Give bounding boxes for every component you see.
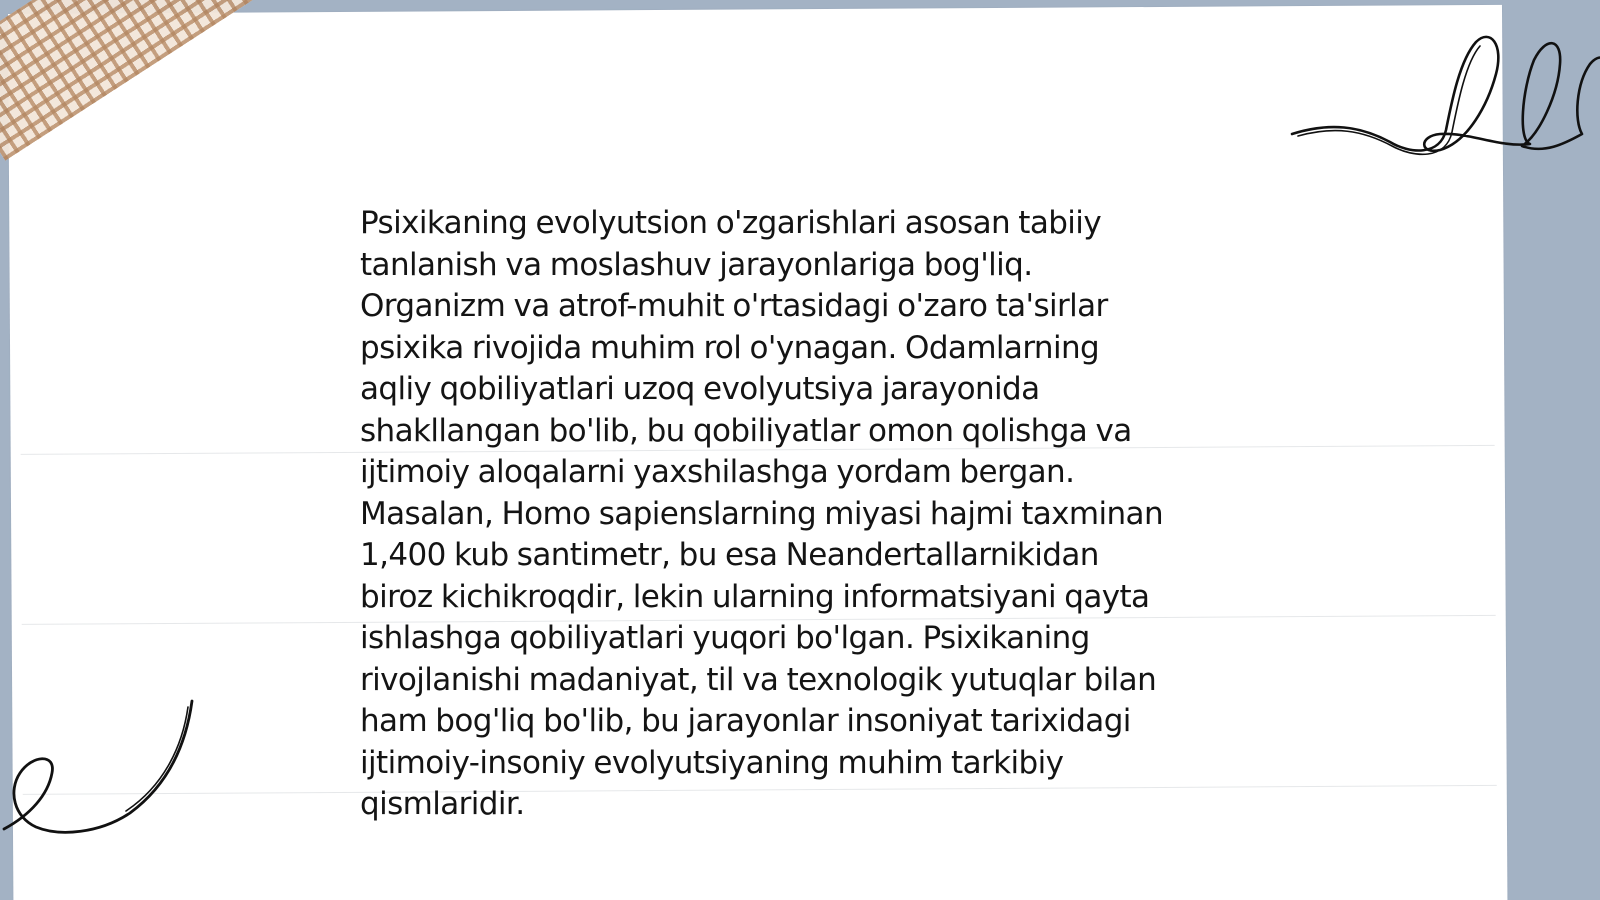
paragraph-line: psixika rivojida muhim rol o'ynagan. Odamlarning xyxy=(360,329,1100,366)
paragraph-line: shakllangan bo'lib, bu qobiliyatlar omon qolishga va xyxy=(360,412,1132,449)
bottom-left-scribble-icon xyxy=(0,695,200,845)
top-right-scribble-icon xyxy=(1290,30,1600,170)
paragraph-line: ishlashga qobiliyatlari yuqori bo'lgan. Psixikaning xyxy=(360,620,1090,656)
paragraph-line: ham bog'liq bo'lib, bu jarayonlar insoniyat tarixidagi xyxy=(360,703,1131,739)
paragraph-line: biroz kichikroqdir, lekin ularning informatsiyani qayta xyxy=(360,578,1150,615)
paragraph-line: ijtimoiy aloqalarni yaxshilashga yordam bergan. xyxy=(360,454,1075,490)
paragraph-line: Psixikaning evolyutsion o'zgarishlari asosan tabiiy xyxy=(360,205,1102,241)
paragraph-line: tanlanish va moslashuv jarayonlariga bog'liq. xyxy=(360,246,1033,283)
paragraph-line: aqliy qobiliyatlari uzoq evolyutsiya jarayonida xyxy=(360,371,1040,407)
paragraph-line: rivojlanishi madaniyat, til va texnologik yutuqlar bilan xyxy=(360,661,1157,698)
paragraph-line: qismlaridir. xyxy=(360,786,525,822)
body-paragraph xyxy=(360,203,1260,826)
paragraph-line: 1,400 kub santimetr, bu esa Neandertallarnikidan xyxy=(360,537,1099,573)
paragraph-line: Masalan, Homo sapienslarning miyasi hajmi taxminan xyxy=(360,495,1163,532)
paragraph-line: ijtimoiy-insoniy evolyutsiyaning muhim tarkibiy xyxy=(360,744,1064,781)
paragraph-line: Organizm va atrof-muhit o'rtasidagi o'zaro ta'sirlar xyxy=(360,288,1108,324)
